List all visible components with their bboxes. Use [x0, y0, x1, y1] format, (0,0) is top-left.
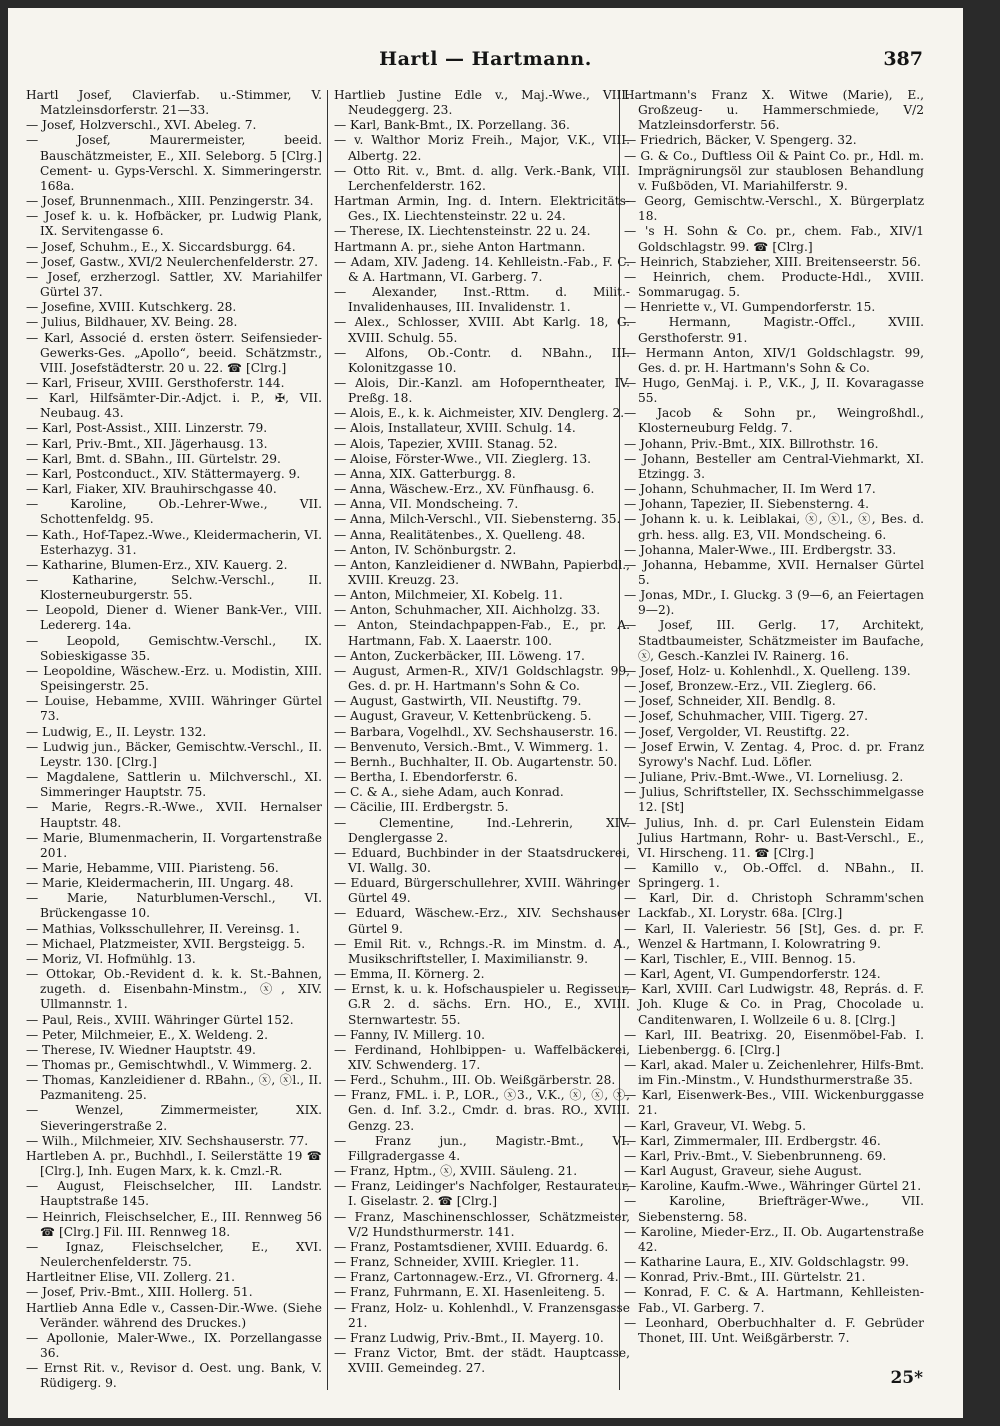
- directory-entry: — Bertha, I. Ebendorferstr. 6.: [334, 770, 518, 785]
- directory-entry: — Marie, Naturblumen-Verschl., VI. Brückengasse 10.: [26, 891, 322, 921]
- directory-entry: — Katharine Laura, E., XIV. Goldschlagstr. 99.: [624, 1255, 910, 1270]
- directory-entry: — Josef, Priv.-Bmt., XIII. Hollerg. 51.: [26, 1285, 253, 1300]
- directory-entry: — Franz, Maschinenschlosser, Schätzmeister, V/2 Hundsthurmerstr. 141.: [334, 1209, 630, 1239]
- directory-entry: — Josef, Holzverschl., XVI. Abeleg. 7.: [26, 118, 257, 133]
- directory-entry: — Therese, IX. Liechtensteinstr. 22 u. 24.: [334, 224, 591, 239]
- directory-entry: — Franz, Cartonnagew.-Erz., VI. Gfrornerg. 4.: [334, 1270, 619, 1285]
- directory-entry: — Franz, Hptm., ⓧ, XVIII. Säuleng. 21.: [334, 1164, 578, 1179]
- directory-entry: — Josef k. u. k. Hofbäcker, pr. Ludwig Plank, IX. Servitengasse 6.: [26, 209, 322, 239]
- directory-entry: — Marie, Hebamme, VIII. Piaristeng. 56.: [26, 860, 279, 875]
- directory-entry: — Karoline, Ob.-Lehrer-Wwe., VII. Schottenfeldg. 95.: [26, 497, 322, 527]
- directory-entry: — Johanna, Hebamme, XVII. Hernalser Gürtel 5.: [624, 557, 924, 587]
- directory-entry: — Karl, Eisenwerk-Bes., VIII. Wickenburggasse 21.: [624, 1088, 924, 1118]
- directory-entry: — Katharine, Selchw.-Verschl., II. Klosterneuburgerstr. 55.: [26, 573, 322, 603]
- directory-entry: — Franz, Schneider, XVIII. Kriegler. 11.: [334, 1255, 580, 1270]
- directory-entry: — Alois, Tapezier, XVIII. Stanag. 52.: [334, 436, 558, 451]
- directory-entry: — Anton, Milchmeier, XI. Kobelg. 11.: [334, 588, 563, 603]
- directory-entry: — Ernst Rit. v., Revisor d. Oest. ung. Bank, V. Rüdigerg. 9.: [26, 1361, 322, 1391]
- directory-entry: — Friedrich, Bäcker, V. Spengerg. 32.: [624, 133, 857, 148]
- directory-entry: — Leopoldine, Wäschew.-Erz. u. Modistin, XIII. Speisingerstr. 25.: [26, 663, 322, 694]
- directory-entry: — Marie, Blumenmacherin, II. Vorgartenstraße 201.: [26, 830, 322, 860]
- directory-entry: — Johann k. u. k. Leiblakai, ⓧ, ⓧl., ⓧ, Bes. d. grh. hess. allg. E3, VII. Mondscheing. 6.: [624, 512, 924, 542]
- directory-entry: — Karl, Fiaker, XIV. Brauhirschgasse 40.: [26, 482, 277, 497]
- directory-entry: — Franz Victor, Bmt. der städt. Hauptcasse, XVIII. Gemeindeg. 27.: [334, 1345, 630, 1376]
- directory-entry: — Magdalene, Sattlerin u. Milchverschl., XI. Simmeringer Hauptstr. 75.: [26, 770, 322, 800]
- directory-entry: — Franz, Leidinger's Nachfolger, Restaurateur, I. Giselastr. 2. ☎ [Clrg.]: [334, 1179, 630, 1209]
- directory-entry: — Fanny, IV. Millerg. 10.: [334, 1027, 486, 1042]
- directory-entry: — Karl, akad. Maler u. Zeichenlehrer, Hilfs-Bmt. im Fin.-Minstm., V. Hundsthurmerstraße 35.: [624, 1058, 924, 1088]
- directory-entry: — Paul, Reis., XVIII. Währinger Gürtel 152.: [26, 1012, 294, 1027]
- directory-entry: — Moriz, VI. Hofmühlg. 13.: [26, 951, 196, 966]
- directory-entry: — Josef, Bronzew.-Erz., VII. Zieglerg. 66.: [624, 679, 877, 694]
- directory-entry: — Barbara, Vogelhdl., XV. Sechshauserstr. 16.: [334, 724, 618, 739]
- directory-entry: Hartmann's Franz X. Witwe (Marie), E., Großzeug- u. Hammerschmiede, V/2 Matzleinsdorferstr. 56.: [624, 88, 924, 133]
- directory-entry: — Louise, Hebamme, XVIII. Währinger Gürtel 73.: [26, 694, 322, 724]
- directory-entry: — Karl, Priv.-Bmt., V. Siebenbrunneng. 69.: [624, 1148, 887, 1163]
- directory-entry: — Karl, XVIII. Carl Ludwigstr. 48, Reprás. d. F. Joh. Kluge & Co. in Prag, Chocolade u. Canditenwaren, I. Wollzeile 6 u. 8. [Clrg.]: [624, 982, 924, 1027]
- directory-entry: — Marie, Kleidermacherin, III. Ungarg. 48.: [26, 876, 294, 891]
- directory-entry: — C. & A., siehe Adam, auch Konrad.: [334, 785, 564, 800]
- directory-entry: Hartlieb Anna Edle v., Cassen-Dir.-Wwe. (Siehe Veränder. während des Druckes.): [26, 1300, 322, 1330]
- directory-entry: — Johann, Priv.-Bmt., XIX. Billrothstr. 16.: [624, 436, 879, 451]
- directory-entry: — v. Walthor Moriz Freih., Major, V.K., VIII. Albertg. 22.: [334, 133, 630, 163]
- directory-entry: — Anton, Zuckerbäcker, III. Löweng. 17.: [334, 648, 585, 663]
- directory-entry: — Karl, Hilfsämter-Dir.-Adjct. i. P., ✠, VII. Neubaug. 43.: [26, 391, 322, 421]
- directory-entry: — Josef, Schneider, XII. Bendlg. 8.: [624, 694, 836, 709]
- directory-entry: — Peter, Milchmeier, E., X. Weldeng. 2.: [26, 1027, 268, 1042]
- directory-entry: — Franz, Fuhrmann, E. XI. Hasenleiteng. 5.: [334, 1285, 606, 1300]
- directory-entry: Hartman Armin, Ing. d. Intern. Elektricitäts-Ges., IX. Liechtensteinstr. 22 u. 24.: [334, 194, 630, 224]
- directory-entry: — Emil Rit. v., Rchngs.-R. im Minstm. d. A., Musikschriftsteller, I. Maximilianstr. 9.: [334, 936, 630, 966]
- directory-entry: — Alois, E., k. k. Aichmeister, XIV. Denglerg. 2.: [334, 406, 625, 421]
- directory-entry: — Franz, Postamtsdiener, XVIII. Eduardg. 6.: [334, 1239, 609, 1254]
- directory-entry: — Anna, Milch-Verschl., VII. Siebensterng. 35.: [334, 512, 621, 527]
- directory-entry: — Johanna, Maler-Wwe., III. Erdbergstr. 33.: [624, 542, 897, 557]
- directory-entry: — Ernst, k. u. k. Hofschauspieler u. Regisseur, G.R 2. d. sächs. Ern. HO., E., XVIII. Sternwartestr. 55.: [334, 982, 630, 1027]
- directory-entry: — Apollonie, Maler-Wwe., IX. Porzellangasse 36.: [26, 1330, 322, 1360]
- directory-entry: — Eduard, Bürgerschullehrer, XVIII. Währinger Gürtel 49.: [334, 876, 630, 906]
- directory-entry: — Kath., Hof-Tapez.-Wwe., Kleidermacherin, VI. Esterhazyg. 31.: [26, 527, 323, 557]
- directory-entry: Hartleben A. pr., Buchhdl., I. Seilerstätte 19 ☎ [Clrg.], Inh. Eugen Marx, k. k. Cmzl.-R.: [26, 1148, 322, 1179]
- directory-entry: — Leonhard, Oberbuchhalter d. F. Gebrüder Thonet, III. Unt. Weißgärberstr. 7.: [624, 1315, 924, 1345]
- directory-entry: — Katharine, Blumen-Erz., XIV. Kauerg. 2.: [26, 557, 288, 572]
- directory-entry: — Ignaz, Fleischselcher, E., XVI. Neulerchenfelderstr. 75.: [26, 1239, 322, 1270]
- directory-entry: — Karl, Priv.-Bmt., XII. Jägerhausg. 13.: [26, 436, 268, 451]
- directory-entry: — Josef, Schuhmacher, VIII. Tigerg. 27.: [624, 709, 869, 724]
- directory-entry: — Clementine, Ind.-Lehrerin, XIV. Denglergasse 2.: [334, 815, 630, 845]
- directory-entry: — Bernh., Buchhalter, II. Ob. Augartenstr. 50.: [334, 754, 618, 769]
- directory-entry: — Adam, XIV. Jadeng. 14. Kehlleistn.-Fab., F. C. & A. Hartmann, VI. Garberg. 7.: [334, 254, 630, 284]
- directory-entry: — Juliane, Priv.-Bmt.-Wwe., VI. Lorneliusg. 2.: [624, 770, 904, 785]
- directory-entry: — G. & Co., Duftless Oil & Paint Co. pr., Hdl. m. Imprägnirungsöl zur staublosen Behandlung v. Fußböden, VI. Mariahilferstr. 9.: [624, 148, 924, 193]
- column-1: [26, 88, 322, 1391]
- directory-entry: — Thomas pr., Gemischtwhdl., V. Wimmerg. 2.: [26, 1058, 313, 1072]
- directory-entry: — Karl, Post-Assist., XIII. Linzerstr. 79.: [26, 421, 268, 436]
- directory-entry: — 's H. Sohn & Co. pr., chem. Fab., XIV/1 Goldschlagstr. 99. ☎ [Clrg.]: [624, 224, 924, 254]
- column-rule: [327, 90, 328, 1390]
- directory-entry: — Heinrich, chem. Producte-Hdl., XVIII. Sommarugag. 5.: [624, 269, 924, 300]
- directory-entry: — Konrad, F. C. & A. Hartmann, Kehlleisten-Fab., VI. Garberg. 7.: [624, 1285, 924, 1315]
- directory-entry: — Michael, Platzmeister, XVII. Bergsteigg. 5.: [26, 936, 306, 951]
- directory-entry: — August, Graveur, V. Kettenbrückeng. 5.: [334, 709, 592, 724]
- directory-entry: — Karl, Bank-Bmt., IX. Porzellang. 36.: [334, 118, 570, 133]
- directory-entry: — Anton, Kanzleidiener d. NWBahn, Papierbdl., XVIII. Kreuzg. 23.: [334, 557, 630, 587]
- directory-entry: — Franz, FML. i. P., LOR., ⓧ3., V.K., ⓧ, ⓧ, ⓧ, Gen. d. Inf. 3.2., Cmdr. d. bras. RO., XVIII. Genzg. 23.: [334, 1088, 630, 1133]
- directory-entry: — Franz jun., Magistr.-Bmt., VI. Fillgradergasse 4.: [334, 1133, 630, 1163]
- directory-entry: — Johann, Tapezier, II. Siebensterng. 4.: [624, 497, 869, 512]
- directory-entry: — Anna, VII. Mondscheing. 7.: [334, 497, 519, 512]
- directory-entry: — Josef, Vergolder, VI. Reustiftg. 22.: [624, 724, 850, 739]
- directory-entry: — Benvenuto, Versich.-Bmt., V. Wimmerg. 1.: [334, 739, 609, 754]
- directory-entry: — Eduard, Wäschew.-Erz., XIV. Sechshauser Gürtel 9.: [334, 906, 630, 936]
- directory-entry: — Johann, Schuhmacher, II. Im Werd 17.: [624, 482, 876, 497]
- directory-entry: — Franz, Holz- u. Kohlenhdl., V. Franzensgasse 21.: [334, 1300, 630, 1330]
- directory-entry: — Karoline, Mieder-Erz., II. Ob. Augartenstraße 42.: [624, 1224, 924, 1254]
- directory-entry: — Ferdinand, Hohlbippen- u. Waffelbäckerei, XIV. Schwenderg. 17.: [334, 1042, 630, 1072]
- directory-entry: — Jonas, MDr., I. Gluckg. 3 (9—6, an Feiertagen 9—2).: [624, 588, 924, 618]
- directory-entry: — Ferd., Schuhm., III. Ob. Weißgärberstr. 28.: [334, 1073, 616, 1088]
- directory-entry: — Karl, II. Valeriestr. 56 [St], Ges. d. pr. F. Wenzel & Hartmann, I. Kolowratring 9.: [624, 921, 924, 951]
- directory-entry: Hartmann A. pr., siehe Anton Hartmann.: [334, 239, 586, 254]
- directory-entry: — Thomas, Kanzleidiener d. RBahn., ⓧ, ⓧl., II. Pazmaniteng. 25.: [26, 1073, 322, 1103]
- directory-entry: — Karl, Tischler, E., VIII. Bennog. 15.: [624, 951, 856, 966]
- directory-entry: — Karoline, Briefträger-Wwe., VII. Siebensterng. 58.: [624, 1194, 924, 1224]
- directory-entry: — Leopold, Diener d. Wiener Bank-Ver., VIII. Ledererg. 14a.: [26, 603, 322, 633]
- directory-entry: — Karl, Dir. d. Christoph Schramm'schen Lackfab., XI. Lorystr. 68a. [Clrg.]: [624, 891, 924, 921]
- directory-entry: Hartlieb Justine Edle v., Maj.-Wwe., VIII. Neudeggerg. 23.: [334, 88, 630, 118]
- directory-entry: — Ludwig, E., II. Leystr. 132.: [26, 724, 207, 739]
- directory-entry: — Wenzel, Zimmermeister, XIX. Sieveringerstraße 2.: [26, 1103, 322, 1133]
- directory-entry: — Josef, erzherzogl. Sattler, XV. Mariahilfer Gürtel 37.: [26, 269, 322, 300]
- directory-entry: — Hermann, Magistr.-Offcl., XVIII. Gersthoferstr. 91.: [624, 315, 924, 345]
- directory-entry: — Alois, Installateur, XVIII. Schulg. 14.: [334, 421, 576, 436]
- directory-entry: — Hermann Anton, XIV/1 Goldschlagstr. 99, Ges. d. pr. H. Hartmann's Sohn & Co.: [624, 345, 924, 375]
- directory-entry: — Julius, Bildhauer, XV. Being. 28.: [26, 315, 238, 330]
- directory-entry: — Georg, Gemischtw.-Verschl., X. Bürgerplatz 18.: [624, 194, 924, 224]
- directory-entry: — Jacob & Sohn pr., Weingroßhdl., Klosterneuburg Feldg. 7.: [624, 406, 924, 436]
- directory-entry: — Emma, II. Körnerg. 2.: [334, 967, 485, 982]
- directory-entry: — August, Armen-R., XIV/1 Goldschlagstr. 99, Ges. d. pr. H. Hartmann's Sohn & Co.: [334, 663, 630, 694]
- directory-entry: — Karl, III. Beatrixg. 20, Eisenmöbel-Fab. I. Liebenbergg. 6. [Clrg.]: [624, 1027, 924, 1057]
- directory-entry: — Karl, Bmt. d. SBahn., III. Gürtelstr. 29.: [26, 451, 281, 466]
- directory-entry: — Josef, Maurermeister, beeid. Bauschätzmeister, E., XII. Seleborg. 5 [Clrg.] Cement- u. Gyps-Verschl. X. Simmeringerstr. 168a.: [26, 133, 322, 193]
- directory-entry: — Wilh., Milchmeier, XIV. Sechshauserstr. 77.: [26, 1133, 309, 1148]
- directory-entry: — Alexander, Inst.-Rttm. d. Milit.-Invalidenhauses, III. Invalidenstr. 1.: [334, 285, 630, 315]
- directory-entry: — Alois, Dir.-Kanzl. am Hofoperntheater, IV. Preßg. 18.: [334, 375, 630, 406]
- directory-entry: — Cäcilie, III. Erdbergstr. 5.: [334, 800, 509, 815]
- directory-entry: — Josef, Schuhm., E., X. Siccardsburgg. 64.: [26, 239, 296, 254]
- directory-entry: — Franz Ludwig, Priv.-Bmt., II. Mayerg. 10.: [334, 1330, 604, 1345]
- directory-entry: — Anton, IV. Schönburgstr. 2.: [334, 542, 517, 557]
- directory-entry: — Josef, Brunnenmach., XIII. Penzingerstr. 34.: [26, 194, 314, 209]
- running-head: Hartl — Hartmann.: [379, 48, 592, 70]
- directory-entry: — Karl, Associé d. ersten österr. Seifensieder-Gewerks-Ges. „Apollo“, beeid. Schätzmstr., VIII. Josefstädterstr. 20 u. 22. ☎ [Clrg.]: [26, 330, 322, 375]
- page-header: [8, 48, 963, 78]
- directory-entry: — Konrad, Priv.-Bmt., III. Gürtelstr. 21.: [624, 1270, 866, 1285]
- directory-entry: — Eduard, Buchbinder in der Staatsdruckerei, VI. Wallg. 30.: [334, 845, 630, 875]
- directory-entry: — Josef Erwin, V. Zentag. 4, Proc. d. pr. Franz Syrowy's Nachf. Lud. Löfler.: [624, 739, 924, 769]
- directory-entry: — Otto Rit. v., Bmt. d. allg. Verk.-Bank, VIII. Lerchenfelderstr. 162.: [334, 163, 630, 193]
- directory-entry: — Josef, Holz- u. Kohlenhdl., X. Quelleng. 139.: [624, 663, 911, 678]
- directory-entry: — Anna, XIX. Gatterburgg. 8.: [334, 466, 516, 481]
- directory-entry: — Ludwig jun., Bäcker, Gemischtw.-Verschl., II. Leystr. 130. [Clrg.]: [26, 739, 322, 769]
- directory-entry: — Anton, Steindachpappen-Fab., E., pr. A. Hartmann, Fab. X. Laaerstr. 100.: [334, 618, 630, 648]
- directory-entry: — August, Fleischselcher, III. Landstr. Hauptstraße 145.: [26, 1179, 322, 1209]
- directory-entry: — Aloise, Förster-Wwe., VII. Zieglerg. 13.: [334, 451, 592, 466]
- page-number: 387: [883, 48, 923, 70]
- directory-entry: — Josefine, XVIII. Kutschkerg. 28.: [26, 300, 237, 315]
- directory-entry: Hartl Josef, Clavierfab. u.-Stimmer, V. Matzleinsdorferstr. 21—33.: [26, 88, 322, 118]
- directory-entry: — Josef, III. Gerlg. 17, Architekt, Stadtbaumeister, Schätzmeister im Baufache, ⓧ, Gesch.-Kanzlei IV. Rainerg. 16.: [624, 618, 924, 663]
- directory-entry: — Therese, IV. Wiedner Hauptstr. 49.: [26, 1042, 256, 1057]
- directory-entry: — Alfons, Ob.-Contr. d. NBahn., III. Kolonitzgasse 10.: [334, 345, 630, 375]
- directory-entry: — Anna, Wäschew.-Erz., XV. Fünfhausg. 6.: [334, 482, 595, 497]
- directory-entry: — Karl, Friseur, XVIII. Gersthoferstr. 144.: [26, 375, 285, 390]
- directory-entry: — Karl, Agent, VI. Gumpendorferstr. 124.: [624, 967, 881, 982]
- directory-entry: — August, Gastwirth, VII. Neustiftg. 79.: [334, 694, 582, 709]
- directory-entry: — Henriette v., VI. Gumpendorferstr. 15.: [624, 300, 876, 315]
- directory-entry: — Kamillo v., Ob.-Offcl. d. NBahn., II. Springerg. 1.: [624, 860, 924, 891]
- directory-entry: — Hugo, GenMaj. i. P., V.K., J, II. Kovaragasse 55.: [624, 375, 924, 406]
- signature-mark: 25*: [890, 1368, 923, 1388]
- directory-entry: — Julius, Schriftsteller, IX. Sechsschimmelgasse 12. [St]: [624, 785, 924, 815]
- directory-entry: — Karl, Postconduct., XIV. Stättermayerg. 9.: [26, 466, 301, 481]
- directory-entry: Hartleitner Elise, VII. Zollerg. 21.: [26, 1270, 235, 1285]
- directory-entry: — Leopold, Gemischtw.-Verschl., IX. Sobieskigasse 35.: [26, 633, 322, 663]
- directory-entry: — Alex., Schlosser, XVIII. Abt Karlg. 18, G. XVIII. Schulg. 55.: [334, 315, 630, 345]
- directory-entry: — Anna, Realitätenbes., X. Quelleng. 48.: [334, 527, 586, 542]
- directory-entry: — Mathias, Volksschullehrer, II. Vereinsg. 1.: [26, 921, 300, 936]
- column-2: [334, 88, 630, 1376]
- directory-entry: — Heinrich, Fleischselcher, E., III. Rennweg 56 ☎ [Clrg.] Fil. III. Rennweg 18.: [26, 1209, 322, 1239]
- directory-page: [8, 8, 963, 1418]
- directory-entry: — Ottokar, Ob.-Revident d. k. k. St.-Bahnen, zugeth. d. Eisenbahn-Minstm., ⓧ, XIV. Ullmannstr. 1.: [26, 967, 322, 1012]
- directory-entry: — Karl, Zimmermaler, III. Erdbergstr. 46.: [624, 1133, 881, 1148]
- directory-entry: — Josef, Gastw., XVI/2 Neulerchenfelderstr. 27.: [26, 254, 318, 269]
- directory-entry: — Karl, Graveur, VI. Webg. 5.: [624, 1118, 807, 1133]
- directory-entry: — Marie, Regrs.-R.-Wwe., XVII. Hernalser Hauptstr. 48.: [26, 800, 322, 830]
- directory-entry: — Karl August, Graveur, siehe August.: [624, 1164, 862, 1179]
- column-3: [624, 88, 924, 1346]
- directory-entry: — Johann, Besteller am Central-Viehmarkt, XI. Etzingg. 3.: [624, 451, 924, 481]
- directory-entry: — Karoline, Kaufm.-Wwe., Währinger Gürtel 21.: [624, 1179, 922, 1194]
- directory-entry: — Julius, Inh. d. pr. Carl Eulenstein Eidam Julius Hartmann, Rohr- u. Bast-Verschl., E., VI. Hirscheng. 11. ☎ [Clrg.]: [624, 815, 924, 860]
- directory-entry: — Anton, Schuhmacher, XII. Aichholzg. 33.: [334, 603, 601, 618]
- directory-entry: — Heinrich, Stabzieher, XIII. Breitenseerstr. 56.: [624, 254, 921, 269]
